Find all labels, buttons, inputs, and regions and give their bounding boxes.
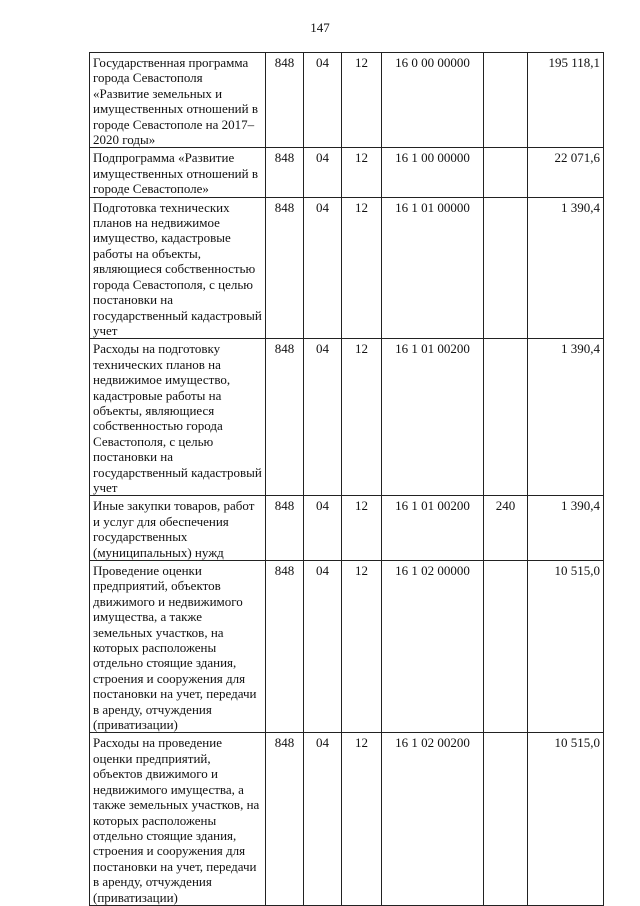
amount-cell: 1 390,4	[528, 197, 604, 339]
amount-cell: 1 390,4	[528, 339, 604, 496]
row-name-cell: Расходы на проведение оценки предприятий, объектов движимого и недвижимого имущества, а также земельных участков, на которых расположены отдельно стоящие здания, строения и сооружения для постановки на учет, передачи в аренду, отчуждения (приватизации)	[90, 733, 266, 905]
target-article-cell: 16 1 01 00200	[382, 339, 484, 496]
table-row	[90, 496, 604, 561]
subsection-code-cell: 12	[342, 148, 382, 197]
subsection-code-cell: 12	[342, 496, 382, 561]
subsection-code-cell: 12	[342, 561, 382, 733]
ministry-code-cell: 848	[266, 148, 304, 197]
budget-table	[89, 52, 604, 906]
expense-type-cell	[484, 561, 528, 733]
row-name-cell: Иные закупки товаров, работ и услуг для обеспечения государственных (муниципальных) нужд	[90, 496, 266, 561]
amount-cell: 195 118,1	[528, 53, 604, 148]
row-name-cell: Проведение оценки предприятий, объектов движимого и недвижимого имущества, а также земельных участков, на которых расположены отдельно стоящие здания, строения и сооружения для постановки на учет, передачи в аренду, отчуждения (приватизации)	[90, 561, 266, 733]
expense-type-cell	[484, 53, 528, 148]
section-code-cell: 04	[304, 197, 342, 339]
section-code-cell: 04	[304, 148, 342, 197]
row-name-cell: Подпрограмма «Развитие имущественных отношений в городе Севастополе»	[90, 148, 266, 197]
row-name-cell: Государственная программа города Севастополя «Развитие земельных и имущественных отношений в городе Севастополе на 2017–2020 годы»	[90, 53, 266, 148]
row-name-cell: Расходы на подготовку технических планов на недвижимое имущество, кадастровые работы на объекты, являющиеся собственностью города Севастополя, с целью постановки на государственный кадастровый учет	[90, 339, 266, 496]
ministry-code-cell: 848	[266, 496, 304, 561]
section-code-cell: 04	[304, 339, 342, 496]
expense-type-cell	[484, 197, 528, 339]
amount-cell: 22 071,6	[528, 148, 604, 197]
target-article-cell: 16 1 01 00000	[382, 197, 484, 339]
expense-type-cell: 240	[484, 496, 528, 561]
target-article-cell: 16 1 02 00200	[382, 733, 484, 905]
target-article-cell: 16 1 02 00000	[382, 561, 484, 733]
target-article-cell: 16 1 00 00000	[382, 148, 484, 197]
section-code-cell: 04	[304, 53, 342, 148]
subsection-code-cell: 12	[342, 733, 382, 905]
section-code-cell: 04	[304, 733, 342, 905]
ministry-code-cell: 848	[266, 53, 304, 148]
ministry-code-cell: 848	[266, 561, 304, 733]
expense-type-cell	[484, 148, 528, 197]
target-article-cell: 16 0 00 00000	[382, 53, 484, 148]
amount-cell: 10 515,0	[528, 733, 604, 905]
page-number: 147	[310, 20, 330, 35]
row-name-cell: Подготовка технических планов на недвижимое имущество, кадастровые работы на объекты, являющиеся собственностью города Севастополя, с целью постановки на государственный кадастровый учет	[90, 197, 266, 339]
table-row	[90, 148, 604, 197]
table-row	[90, 197, 604, 339]
subsection-code-cell: 12	[342, 339, 382, 496]
amount-cell: 1 390,4	[528, 496, 604, 561]
table-row	[90, 733, 604, 905]
table-row	[90, 339, 604, 496]
ministry-code-cell: 848	[266, 339, 304, 496]
subsection-code-cell: 12	[342, 197, 382, 339]
subsection-code-cell: 12	[342, 53, 382, 148]
section-code-cell: 04	[304, 496, 342, 561]
table-row	[90, 53, 604, 148]
expense-type-cell	[484, 339, 528, 496]
target-article-cell: 16 1 01 00200	[382, 496, 484, 561]
section-code-cell: 04	[304, 561, 342, 733]
table-row	[90, 561, 604, 733]
ministry-code-cell: 848	[266, 733, 304, 905]
amount-cell: 10 515,0	[528, 561, 604, 733]
expense-type-cell	[484, 733, 528, 905]
ministry-code-cell: 848	[266, 197, 304, 339]
